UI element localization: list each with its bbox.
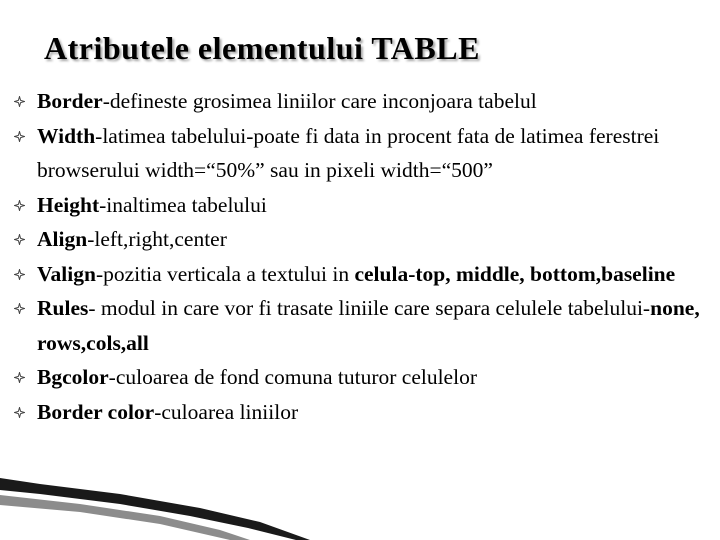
bullet-text: -pozitia verticala a textului in — [95, 261, 355, 286]
bullet-item — [0, 360, 700, 395]
bullet-keyword: none, rows,cols,all — [37, 296, 700, 355]
bullet-keyword: Border color — [37, 399, 155, 424]
bullet-keyword: Border — [37, 89, 103, 113]
bullet-keyword: celula-top, middle, bottom,baseline — [354, 261, 676, 286]
bullet-item — [0, 257, 700, 292]
diamond-bullet-icon — [14, 269, 25, 280]
decorative-swoosh-dark — [0, 478, 310, 540]
bullet-text: - modul in care vor fi trasate liniile care separa celulele tabelului- — [88, 296, 651, 320]
diamond-bullet-icon — [14, 372, 25, 383]
bullet-text: -culoarea de fond comuna tuturor celulelor — [108, 365, 477, 389]
diamond-bullet-icon — [14, 96, 25, 107]
bullet-keyword: Rules — [37, 296, 89, 320]
slide-title: Atributele elementului TABLE — [44, 30, 480, 66]
bullet-item — [0, 119, 700, 188]
diamond-bullet-icon — [14, 200, 25, 211]
diamond-bullet-icon — [14, 234, 25, 245]
bullet-list — [0, 84, 700, 429]
bullet-text: -inaltimea tabelului — [99, 192, 267, 217]
bullet-keyword: Height — [37, 192, 100, 217]
bullet-item — [0, 291, 700, 360]
bullet-text: -culoarea liniilor — [154, 399, 299, 424]
bullet-keyword: Align — [37, 227, 88, 251]
bullet-keyword: Bgcolor — [37, 365, 109, 389]
decorative-swoosh-light — [0, 495, 250, 540]
bullet-keyword: Width — [37, 123, 96, 148]
diamond-bullet-icon — [14, 303, 25, 314]
diamond-bullet-icon — [14, 407, 25, 418]
bullet-text: -left,right,center — [87, 227, 227, 251]
bullet-keyword: Valign — [37, 261, 96, 286]
diamond-bullet-icon — [14, 131, 25, 142]
bullet-item — [0, 84, 700, 119]
bullet-item — [0, 395, 700, 430]
bullet-item — [0, 222, 700, 257]
bullet-text: -defineste grosimea liniilor care inconjoara tabelul — [102, 89, 537, 113]
bullet-text: -latimea tabelului-poate fi data in procent fata de latimea ferestrei browserului width=“50%” sau in pixeli width=“500” — [37, 123, 660, 182]
bullet-item — [0, 188, 700, 223]
